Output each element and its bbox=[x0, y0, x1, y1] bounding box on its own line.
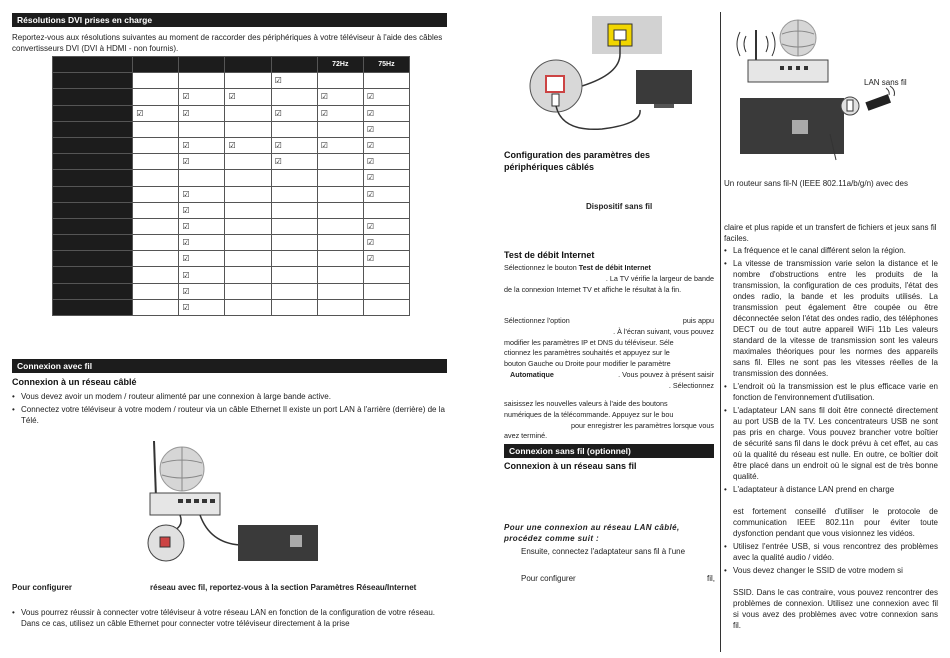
table-row bbox=[53, 73, 410, 89]
table-row bbox=[53, 299, 410, 315]
configure-wireless-a: Pour configurer bbox=[521, 574, 576, 583]
table-cell bbox=[133, 202, 179, 218]
table-cell: ☑ bbox=[271, 154, 317, 170]
configure-wired-line bbox=[12, 583, 448, 592]
table-cell bbox=[363, 267, 409, 283]
adv-line: bouton Gauche ou Droite pour modifier le paramètre bbox=[504, 359, 671, 369]
table-cell bbox=[317, 170, 363, 186]
table-cell: ☑ bbox=[179, 154, 225, 170]
table-cell bbox=[363, 283, 409, 299]
table-row bbox=[53, 251, 410, 267]
configure-wireless-b: fil, bbox=[707, 574, 715, 583]
table-row-label bbox=[53, 267, 133, 283]
table-row bbox=[53, 137, 410, 153]
table-cell bbox=[225, 154, 271, 170]
router-line: Un routeur sans fil-N (IEEE 802.11a/b/g/n) avec des bbox=[724, 179, 908, 188]
table-cell: ☑ bbox=[363, 186, 409, 202]
wireless-note: • La vitesse de transmission varie selon la distance et le nombre d'obstructions entre les produits de la transmission, la configuration de ces produits, l'état des ondes radio, la bande et les produits utilisés. La transmission peut également être coupée ou être déconnectée selon l'état des ondes radio, des téléphones DECT ou de tout autre appareil WiFi 11b Les valeurs standard de la vitesse de transmission sont les valeurs maximales théoriques pour les normes des appareils sans fil. Elles ne sont pas les vitesses réelles de la transmission des données. bbox=[724, 258, 938, 379]
table-cell: ☑ bbox=[179, 251, 225, 267]
table-cell bbox=[133, 154, 179, 170]
table-cell: ☑ bbox=[179, 186, 225, 202]
table-cell bbox=[133, 186, 179, 202]
table-header-cell bbox=[271, 57, 317, 73]
table-cell bbox=[225, 251, 271, 267]
advanced-settings-text bbox=[504, 316, 714, 392]
wired-bullets bbox=[12, 391, 448, 426]
table-row-label bbox=[53, 137, 133, 153]
note-text: SSID. Dans le cas contraire, vous pouvez rencontrer des problèmes de connexion. Utilisez une connexion avec fil si vous avez des problèmes avec votre connexion sans fil. bbox=[733, 588, 938, 630]
table-cell bbox=[317, 202, 363, 218]
wireless-illustration bbox=[732, 14, 938, 164]
table-row-label bbox=[53, 251, 133, 267]
table-cell bbox=[225, 73, 271, 89]
table-header-cell bbox=[179, 57, 225, 73]
table-cell bbox=[133, 89, 179, 105]
table-row-label bbox=[53, 299, 133, 315]
table-cell bbox=[317, 154, 363, 170]
table-cell bbox=[317, 283, 363, 299]
table-cell: ☑ bbox=[363, 170, 409, 186]
save-line: saisissez les nouvelles valeurs à l'aide des boutons bbox=[504, 399, 668, 408]
table-cell: ☑ bbox=[363, 154, 409, 170]
table-row-label bbox=[53, 186, 133, 202]
table-cell bbox=[133, 137, 179, 153]
table-header-cell: 75Hz bbox=[363, 57, 409, 73]
table-cell: ☑ bbox=[179, 137, 225, 153]
table-cell bbox=[317, 121, 363, 137]
note-text: est fortement conseillé d'utiliser le protocole de communication IEEE 802.11n pour éviter toute dysfonction pendant que vous visionnez les vidéos. bbox=[733, 507, 938, 538]
table-cell bbox=[225, 218, 271, 234]
wireless-note: • L'endroit où la transmission est le plus efficace varie en fonction de l'environnement d'utilisation. bbox=[724, 381, 938, 403]
table-cell: ☑ bbox=[179, 89, 225, 105]
speed-text-line: . La TV vérifie la largeur de bande bbox=[605, 273, 714, 283]
wired-config-heading: Configuration des paramètres des périphériques câblés bbox=[504, 150, 651, 172]
table-cell bbox=[133, 251, 179, 267]
table-cell bbox=[225, 267, 271, 283]
table-cell bbox=[133, 283, 179, 299]
adv-text-a: Sélectionnez l'option bbox=[504, 316, 570, 325]
wired-last-bullets bbox=[12, 607, 448, 629]
configure-text-b: réseau avec fil, reportez-vous à la section Paramètres Réseau/Internet bbox=[150, 583, 417, 592]
table-cell bbox=[271, 235, 317, 251]
table-cell: ☑ bbox=[179, 283, 225, 299]
wired-connection-illustration bbox=[130, 433, 350, 563]
table-cell: ☑ bbox=[363, 137, 409, 153]
dvi-resolution-table bbox=[52, 56, 410, 316]
clear-transfer-text: claire et plus rapide et un transfert de fichiers et jeux sans fil faciles. bbox=[724, 223, 937, 243]
table-row-label bbox=[53, 121, 133, 137]
table-cell bbox=[225, 283, 271, 299]
table-cell bbox=[225, 186, 271, 202]
table-row bbox=[53, 121, 410, 137]
table-cell bbox=[179, 73, 225, 89]
table-row-label bbox=[53, 283, 133, 299]
table-cell bbox=[133, 73, 179, 89]
wireless-note: • L'adaptateur LAN sans fil doit être connecté directement au port USB de la TV. Les concentrateurs USB ne sont pas pris en charge. Vous pouvez brancher votre boîtier de sécurité sans fil dans le dock prévu à cet effet, au cas où la qualité du réseau est nulle. En outre, ce boîtier doit être placé dans un endroit où le signal est de très bonne qualité. bbox=[724, 405, 938, 482]
table-row bbox=[53, 186, 410, 202]
table-cell: ☑ bbox=[271, 137, 317, 153]
wired-last-bullet: • Vous pourrez réussir à connecter votre téléviseur à votre réseau LAN en fonction de la configuration de votre réseau. Dans ce cas, utilisez un câble Ethernet pour connecter votre téléviseur directement à la prise bbox=[12, 607, 448, 629]
table-cell bbox=[317, 218, 363, 234]
table-cell bbox=[317, 235, 363, 251]
table-cell bbox=[271, 170, 317, 186]
lan-procedure-note: Pour une connexion au réseau LAN câblé, procédez comme suit : bbox=[504, 523, 680, 543]
adv-line: . Sélectionnez bbox=[668, 380, 714, 390]
adv-line: ctionnez les paramètres souhaités et appuyez sur le bbox=[504, 348, 670, 358]
table-cell: ☑ bbox=[363, 121, 409, 137]
table-row-label bbox=[53, 154, 133, 170]
table-cell bbox=[317, 186, 363, 202]
table-cell bbox=[271, 299, 317, 315]
wireless-note bbox=[724, 484, 938, 539]
section-bar-dvi: Résolutions DVI prises en charge bbox=[12, 13, 447, 27]
configure-text-a: Pour configurer bbox=[12, 583, 73, 592]
table-row bbox=[53, 202, 410, 218]
table-cell bbox=[317, 267, 363, 283]
table-cell bbox=[133, 267, 179, 283]
table-cell bbox=[317, 73, 363, 89]
table-header-cell bbox=[225, 57, 271, 73]
table-header-cell bbox=[133, 57, 179, 73]
table-cell: ☑ bbox=[271, 105, 317, 121]
table-cell bbox=[363, 73, 409, 89]
table-cell: ☑ bbox=[317, 137, 363, 153]
table-cell bbox=[271, 218, 317, 234]
table-cell bbox=[179, 170, 225, 186]
table-cell: ☑ bbox=[225, 137, 271, 153]
dvi-intro: Reportez-vous aux résolutions suivantes au moment de raccorder des périphériques à votre téléviseur à l'aide des câbles convertisseurs DVI (DVI à HDMI - non fournis). bbox=[12, 33, 443, 53]
table-cell bbox=[271, 267, 317, 283]
configure-wireless-line bbox=[521, 573, 715, 584]
table-cell: ☑ bbox=[179, 267, 225, 283]
table-cell: ☑ bbox=[317, 89, 363, 105]
table-cell bbox=[271, 202, 317, 218]
table-row bbox=[53, 235, 410, 251]
table-cell bbox=[317, 299, 363, 315]
wired-tv-illustration bbox=[522, 14, 700, 142]
adv-text-b: puis appu bbox=[682, 316, 714, 325]
table-cell bbox=[271, 186, 317, 202]
note-line: • L'adaptateur à distance LAN prend en charge bbox=[733, 485, 895, 494]
table-cell: ☑ bbox=[363, 89, 409, 105]
wired-bullet: • Connectez votre téléviseur à votre modem / routeur via un câble Ethernet Il existe un port LAN à l'arrière (derrière) de la Télé. bbox=[12, 404, 448, 426]
adv-line: modifier les paramètres IP et DNS du téléviseur. Séle bbox=[504, 337, 674, 347]
table-cell bbox=[133, 170, 179, 186]
table-cell bbox=[271, 251, 317, 267]
table-cell: ☑ bbox=[225, 89, 271, 105]
save-settings-text bbox=[504, 399, 714, 442]
section-bar-wireless: Connexion sans fil (optionnel) bbox=[504, 444, 714, 458]
speed-text-line: de la connexion Internet TV et affiche le résultat à la fin. bbox=[504, 284, 682, 294]
save-line: avez terminé. bbox=[504, 431, 548, 441]
wired-heading: Connexion à un réseau câblé bbox=[12, 377, 137, 387]
table-row bbox=[53, 154, 410, 170]
wireless-device-label: Dispositif sans fil bbox=[586, 202, 653, 211]
table-row-label bbox=[53, 73, 133, 89]
table-cell: ☑ bbox=[363, 235, 409, 251]
table-cell bbox=[271, 121, 317, 137]
table-row bbox=[53, 218, 410, 234]
wireless-note: • Utilisez l'entrée USB, si vous rencontrez des problèmes avec la qualité audio / vidéo. bbox=[724, 541, 938, 563]
table-cell: ☑ bbox=[363, 218, 409, 234]
table-header-cell: 72Hz bbox=[317, 57, 363, 73]
save-line: numériques de la télécommande. Appuyez sur le bou bbox=[504, 409, 674, 419]
wireless-note: • La fréquence et le canal différent selon la région. bbox=[724, 245, 938, 256]
note-line: • Vous devez changer le SSID de votre modem si bbox=[733, 566, 903, 575]
table-cell: ☑ bbox=[363, 105, 409, 121]
table-cell: ☑ bbox=[363, 251, 409, 267]
table-cell bbox=[133, 218, 179, 234]
save-line: pour enregistrer les paramètres lorsque vous bbox=[570, 420, 714, 430]
wired-bullet: • Vous devez avoir un modem / routeur alimenté par une connexion à large bande active. bbox=[12, 391, 448, 402]
wireless-notes bbox=[724, 245, 938, 631]
table-cell: ☑ bbox=[179, 218, 225, 234]
table-cell: ☑ bbox=[133, 105, 179, 121]
table-row bbox=[53, 105, 410, 121]
table-cell: ☑ bbox=[179, 235, 225, 251]
table-row-label bbox=[53, 105, 133, 121]
table-cell: ☑ bbox=[179, 202, 225, 218]
wireless-note bbox=[724, 565, 938, 631]
adv-line: . À l'écran suivant, vous pouvez bbox=[613, 326, 714, 336]
table-row-label bbox=[53, 89, 133, 105]
section-bar-wired: Connexion avec fil bbox=[12, 359, 447, 373]
table-cell bbox=[271, 89, 317, 105]
table-cell: ☑ bbox=[271, 73, 317, 89]
table-cell: ☑ bbox=[179, 299, 225, 315]
speed-test-button-name: Test de débit Internet bbox=[578, 263, 651, 272]
table-cell bbox=[225, 235, 271, 251]
table-cell bbox=[133, 299, 179, 315]
wireless-lan-label: LAN sans fil bbox=[864, 78, 907, 87]
table-cell bbox=[225, 105, 271, 121]
table-cell bbox=[225, 202, 271, 218]
adv-text: . Vous pouvez à présent saisir bbox=[618, 369, 714, 379]
table-row bbox=[53, 267, 410, 283]
table-cell bbox=[317, 251, 363, 267]
table-row bbox=[53, 170, 410, 186]
table-cell: ☑ bbox=[179, 105, 225, 121]
column-divider bbox=[720, 12, 721, 652]
wireless-heading: Connexion à un réseau sans fil bbox=[504, 461, 637, 471]
table-cell bbox=[179, 121, 225, 137]
table-cell bbox=[363, 202, 409, 218]
table-cell bbox=[225, 170, 271, 186]
table-header-cell bbox=[53, 57, 133, 73]
table-row bbox=[53, 89, 410, 105]
adv-automatic: Automatique bbox=[510, 369, 554, 379]
connect-adapter-text: Ensuite, connectez l'adaptateur sans fil à l'une bbox=[521, 547, 686, 556]
table-cell bbox=[133, 235, 179, 251]
table-cell bbox=[363, 299, 409, 315]
table-cell bbox=[271, 283, 317, 299]
table-cell: ☑ bbox=[317, 105, 363, 121]
table-row bbox=[53, 283, 410, 299]
table-cell bbox=[225, 121, 271, 137]
table-cell bbox=[133, 121, 179, 137]
table-row-label bbox=[53, 170, 133, 186]
speed-test-text bbox=[504, 263, 714, 295]
table-row-label bbox=[53, 202, 133, 218]
table-row-label bbox=[53, 235, 133, 251]
table-cell bbox=[225, 299, 271, 315]
speed-test-heading: Test de débit Internet bbox=[504, 250, 595, 260]
table-row-label bbox=[53, 218, 133, 234]
speed-text-a: Sélectionnez le bouton bbox=[504, 263, 579, 272]
